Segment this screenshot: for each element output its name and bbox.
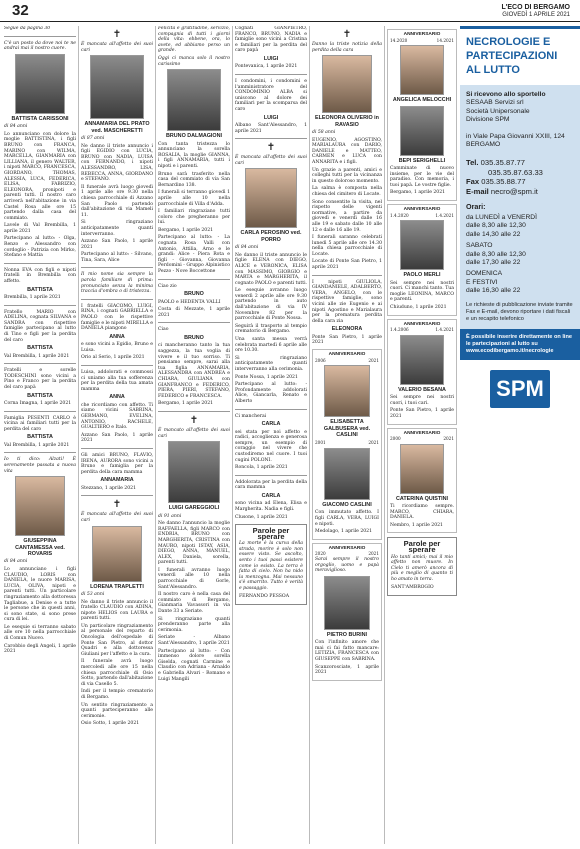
ad-line: Divisione SPM bbox=[466, 116, 510, 124]
place-date: Pontevanica, 1 aprile 2021 bbox=[235, 64, 298, 70]
year-end: 1.4.2021 bbox=[435, 212, 454, 218]
obituary-text: Il nostro caro è nella casa del commiato di Bergamo, Gianmaria Vavassori in via Dante 33 a Seriate. bbox=[158, 592, 230, 615]
year-end: 2021 bbox=[368, 357, 379, 363]
column-2 bbox=[81, 26, 153, 844]
age: di 84 anni bbox=[4, 559, 28, 565]
spm-logo: SPM bbox=[490, 370, 550, 408]
quote: C'è un posto da dove noi te ne andrai mai il nostro cuore. bbox=[4, 40, 76, 52]
ad-address: in Viale Papa Giovanni XXIII, 124 bbox=[466, 133, 565, 141]
column-6 bbox=[387, 26, 457, 844]
year-end: 2021 bbox=[368, 440, 379, 446]
name-mention: BATTISTA bbox=[27, 286, 53, 293]
portrait-photo bbox=[92, 526, 142, 582]
obituary-text: Si ringraziano anticipatamente quanti interverranno. bbox=[81, 220, 153, 237]
year-end: 2021 bbox=[443, 436, 454, 442]
obituary-text: Le esequie avranno luogo venerdì 2 aprile alle ore 9.30 partendo in auto dall'abitazione di via IV Novembre 82 per la parrocchiale di Ponte Nossa. bbox=[235, 288, 307, 322]
deceased-name: PAOLO MERLI bbox=[403, 272, 441, 279]
anniversary-title: ANNIVERSARIO bbox=[403, 32, 441, 37]
year-start: 2000 bbox=[390, 436, 401, 442]
condolence-text: Fratello MARIO con ADELINA, cognata SILVANA e SANDRA con rispettive famiglie partecipano al lutto di Tino e figli per la perdita del caro bbox=[4, 309, 76, 343]
year-start: 1.4.2020 bbox=[390, 212, 409, 218]
portrait-photo bbox=[400, 220, 444, 270]
hours-line: dalle 14,30 alle 22 bbox=[466, 230, 521, 238]
place-date: Azzano San Paolo, 1 aprile 2021 bbox=[81, 239, 153, 250]
portrait-photo bbox=[400, 45, 444, 95]
deceased-name: ANGELICA MELOCCHI bbox=[392, 97, 452, 104]
place-date: Lavele di Val Brembilla, 1 aprile 2021 bbox=[4, 223, 76, 234]
obituary-text: Ne danno il triste annuncio il fratello CLAUDIO con ADINA, nipote HELIOS con LAURA e parenti tutti. bbox=[81, 599, 153, 622]
obituary-text: Lo annunciano i figli CLAUDIO, LORIS con DANIELA, le nuore MARISA, LUCIA, OLIVA, nipoti e parenti tutti. Un particolare ringraziamento alla dottoressa Tagliabue, a Denise e a tutte le persone che in questi anni, si sono state, si sono prese cura di lei. bbox=[4, 566, 76, 623]
column-1 bbox=[4, 26, 76, 844]
name-mention: CARLA bbox=[261, 421, 281, 428]
condolence-text: ci mancheranno tanto la tua saggezza, la tua voglia di vivere e il tuo sorriso. Ti pensiamo sempre, sarai alla tua figlia ANNAMARIA, ALESSANDRA con ANDREA e CHIARA, GIULIANA con GIANFRANCO e FEDERICO, PIERA, PIERI, STEFANO, FEDERICO e FRANCESCA. bbox=[158, 343, 230, 399]
obituary-text: Si ringraziano anticipatamente quanti interverranno alla cerimonia. bbox=[235, 355, 307, 372]
place-date: Chiuduno, 1 aprile 2021 bbox=[390, 304, 447, 310]
condolence-text: I nipoti GIULIOLA, GIANDANIELE, ADALBERTO, VERA, ANGELO, con le rispettive famiglie, sono vicini alle zie Eugenio e ai nipoti Agostino e Marialaura per la prematura perdita della cara zia bbox=[312, 279, 382, 324]
portrait-photo bbox=[245, 168, 297, 228]
words-of-hope-text: Ho tanti amici; mai il mio affetto non muore. In Cielo ti amerò ancora di più e meglio di quanto ti ho amato in terra. bbox=[391, 554, 453, 583]
condolence-text: I fratelli GIACOMO, LUIGI, RINA, i cognati GABRIELLA e PAOLO con le rispettive famiglie e le nipoti MIRELLA e DANIELA piangono bbox=[81, 303, 153, 332]
newspaper-name: L'ECO DI BERGAMO bbox=[501, 4, 570, 11]
obituary-text: EUGENIO, AGOSTINO, MARIALAURA con DARIO, DANIELE e MATTEO, CARMEN e LUCA con ANNARITA e i figli. bbox=[312, 137, 382, 165]
cross-icon: ✝ bbox=[112, 29, 122, 40]
hours-line: DOMENICA bbox=[466, 270, 503, 278]
place-date: Carobbio degli Angeli, 1 aprile 2021 bbox=[4, 643, 76, 655]
hours-line: dalle 17,30 alle 22 bbox=[466, 259, 521, 267]
condolence-text: PAOLO e HEDENTA VALLI bbox=[158, 299, 221, 305]
intro: È mancata all'affetto dei suoi cari bbox=[235, 155, 307, 166]
deceased-name: PIETRO BURINI bbox=[326, 631, 368, 638]
condolences: Partecipano al lutto: - Con immenso dolore sorella Giselda, cognati Carmine e Claudio con Adriana - Arnaldo e Gabriella Alvari - Romano e Luigi Mangili bbox=[158, 648, 230, 682]
place-date: Locate di Ponte San Pietro, 1 aprile 2021 bbox=[312, 259, 382, 271]
place-date: Albano Sant'Alessandro, 1 aprile 2021 bbox=[235, 122, 307, 134]
obituary-text: Seguirà il trasporto al tempio crematorio di Bergamo. bbox=[235, 323, 307, 335]
words-of-hope-author: FERNANDO PESSOA bbox=[239, 593, 290, 599]
online-link-banner[interactable]: È possibile inserire direttamente on line le partecipazioni al lutto su www.ecodibergamo.it/necrologie bbox=[460, 329, 580, 360]
obituary-text: Un particolare ringraziamento al personale del reparto di Oncologia dell'ospedale di Ponte San Pietro, al dottor Quadri e alla dottoressa Giuliani per l'affetto e la cura. bbox=[81, 623, 153, 657]
name-mention: BATTISTA bbox=[27, 345, 53, 352]
portrait-photo bbox=[167, 69, 221, 131]
age: di 58 anni bbox=[312, 130, 336, 135]
place-date: Bergamo, 1 aprile 2021 bbox=[158, 401, 214, 407]
page-header bbox=[0, 0, 580, 22]
words-of-hope-box bbox=[387, 537, 457, 596]
name-mention: BRUNO bbox=[184, 291, 204, 298]
place-date: Stezzano, 1 aprile 2021 bbox=[81, 485, 137, 491]
place-date: Seriate - Albano Sant'Alessandro, 1 aprile 2021 bbox=[158, 635, 230, 646]
year-start: 2001 bbox=[315, 440, 326, 446]
portrait-photo bbox=[324, 448, 370, 500]
place-date: Ponte San Pietro, 1 aprile 2021 bbox=[312, 334, 382, 346]
hours-line: E FESTIVI bbox=[466, 278, 498, 286]
condolence-text: Ciao bbox=[158, 327, 169, 333]
place-date: Azzano San Paolo, 1 aprile 2021 bbox=[81, 432, 153, 444]
portrait-photo bbox=[15, 54, 65, 114]
hours-line: dalle 8,30 alle 12,30 bbox=[466, 250, 526, 258]
age: di 91 anni bbox=[158, 513, 182, 519]
year-start: 1.4.2006 bbox=[390, 327, 409, 333]
obituary-text: Con tanta tristezza lo annunciano la sorella ROSALIA, la moglie GIANNA, i figli ANNAMARIA, tutti i nipoti e i parenti. bbox=[158, 141, 230, 169]
obituary-text: I funerali si terranno giovedì 1 aprile alle 10 nella parrocchiale di Villa d'Adda. bbox=[158, 190, 230, 207]
obituary-text: La salma è composta nella chiesa del cimitero di Locate. bbox=[312, 186, 382, 197]
issue-date: GIOVEDÌ 1 APRILE 2021 bbox=[502, 12, 570, 18]
anniversary-box bbox=[387, 204, 457, 316]
obituary-text: Il funerale avrà luogo giovedì 1 aprile alle ore 9.30 nella chiesa parrocchiale di Azzano San Paolo partendo dall'abitazione di via Mameli 11. bbox=[81, 184, 153, 218]
ad-info-box bbox=[460, 85, 580, 329]
words-of-hope-title: Parole per sperare bbox=[252, 526, 290, 541]
deceased-name: ELISABETTA GALBUSERA ved. CASLINI bbox=[323, 419, 371, 438]
condolence-text: sono vicina ad Elena, Elisa e Margherita. Nadia e figli. bbox=[235, 501, 307, 512]
anniversary-text: Sarai sempre il nostro orgoglio, uomo e papà meraviglioso. bbox=[315, 556, 379, 574]
obituary-text: Si ringraziano quanti prenderanno parte alla cerimonia. bbox=[158, 616, 230, 633]
anniversary-text: Camminate di nuovo insieme, per le vie del paradiso. Con memoria, i tuoi papà. Le vostre figlie. bbox=[390, 166, 454, 188]
cross-icon: ✝ bbox=[189, 414, 199, 426]
phone-number[interactable]: 035.35.87.77 bbox=[480, 158, 525, 168]
name-mention: LUIGI bbox=[263, 114, 279, 121]
email-link[interactable]: necro@spm.it bbox=[490, 187, 538, 197]
condolence-text: e sono vicini a Egidio, Bruno e Luisa. bbox=[81, 342, 153, 353]
place-date: Val Brembilla, 1 aprile 2021 bbox=[4, 442, 70, 448]
place-date: Val Brembilla, 1 aprile 2021 bbox=[4, 353, 70, 359]
deceased-name: BATTISTA CARISSONI bbox=[11, 115, 69, 122]
obituary-text: Il funerale avrà luogo mercoledì alle ore 15 nella chiesa parrocchiale di Osio Sotto, partendo dall'abitazione di via Casello 5. bbox=[81, 659, 153, 687]
fax-label: Fax bbox=[466, 177, 480, 187]
ad-line: Società Unipersonale bbox=[466, 107, 530, 115]
condolence-text: Ciao zio bbox=[158, 283, 177, 289]
deceased-name: ANNAMARIA DEL PRATO ved. MASCHERETTI bbox=[84, 121, 150, 134]
anniversary-box bbox=[387, 29, 457, 201]
cross-icon: ✝ bbox=[112, 499, 122, 511]
place-date: Bergamo, 1 aprile 2021 bbox=[390, 190, 446, 196]
portrait-photo bbox=[15, 476, 65, 536]
condolences: Partecipano al lutto: - Olga, Renzo e Alessandro con cordoglio - Patrizia con Mirko, Stefano e Mattia bbox=[4, 236, 76, 259]
ad-city: BERGAMO bbox=[466, 141, 501, 149]
anniversary-box bbox=[387, 428, 457, 534]
anniversary-title: ANNIVERSARIO bbox=[328, 352, 366, 357]
year-start: 14.2020 bbox=[390, 37, 408, 43]
obituary-text: I funerali avranno luogo venerdì alle 10 nella parrocchiale di Gorle, Sant'Alessandro. bbox=[158, 567, 230, 590]
anniversary-box bbox=[387, 319, 457, 425]
anniversary-title: ANNIVERSARIO bbox=[403, 206, 441, 212]
quote: Il mio nome sia sempre la parola familiare di prima: pronunciato senza la minima traccia d'ombra o di tristezza. bbox=[81, 272, 153, 295]
obituary-text: Un grazie a parenti, amici e colleghi tutti per la vicinanza in questo doloroso momento. bbox=[312, 167, 382, 184]
portrait-photo bbox=[168, 441, 220, 503]
place-date: Nembro, 1 aprile 2021 bbox=[390, 522, 443, 528]
name-mention: ANNA bbox=[109, 394, 125, 401]
ad-note: Le richieste di pubblicazione inviate tramite Fax e E-mail, devono riportare i dati fiscali e un recapito telefonico bbox=[466, 301, 573, 322]
ad-title: NECROLOGIE E PARTECIPAZIONI AL LUTTO bbox=[460, 26, 580, 85]
place-date: Brembilla, 1 aprile 2021 bbox=[4, 295, 61, 301]
name-mention: LUIGI bbox=[263, 55, 279, 62]
year-end: 14.2021 bbox=[436, 37, 454, 43]
age: di 84 anni bbox=[4, 124, 28, 130]
age: di 53 anni bbox=[81, 591, 105, 597]
year-end: 2021 bbox=[368, 551, 379, 557]
obituary-text: Indi per il tempio crematorio di Bergamo. bbox=[81, 689, 153, 700]
anniversary-text: Sei sempre nei nostri cuori, i tuoi cari. bbox=[390, 395, 454, 406]
portrait-photo bbox=[324, 576, 370, 630]
cross-icon: ✝ bbox=[342, 29, 352, 40]
place-date: Costa di Mezzate, 1 aprile 2021 bbox=[158, 307, 230, 318]
name-mention: ANNAMARIA bbox=[100, 477, 134, 484]
intro: Danno la triste notizia della perdita della cara bbox=[312, 42, 382, 53]
ad-line: SESAAB Servizi srl bbox=[466, 99, 524, 107]
intro: È mancata all'affetto dei suoi cari bbox=[81, 512, 153, 523]
condolence-text: Nonna EVA con figli e nipoti fratelli in Brembilla con affetto. bbox=[4, 267, 76, 285]
deceased-name: GIACOMO CASLINI bbox=[322, 502, 372, 508]
name-mention: ANNA bbox=[109, 333, 125, 340]
deceased-name: BEPI SERIGHELLI bbox=[398, 157, 446, 164]
ad-line: Si ricevono allo sportello bbox=[466, 91, 546, 98]
cross-icon: ✝ bbox=[266, 142, 276, 154]
hours-line: dalle 8,30 alle 12,30 bbox=[466, 222, 526, 230]
email-label: E-mail bbox=[466, 187, 489, 197]
deceased-name: BRUNO DALMAGIONI bbox=[166, 133, 222, 140]
condolence-text: Fratelli e sorelle TODESCHINI sono vicini a Pino e Franco per la perdita del caro papà bbox=[4, 368, 76, 390]
year-start: 2020 bbox=[315, 551, 326, 557]
place-date: Roncola, 1 aprile 2021 bbox=[235, 465, 288, 471]
anniversary-text: Con l'infinito amore che mai ci fai fatto mancare: LETIZIA, FRANCESCA con GIUSEPPE con SABRINA. bbox=[315, 640, 379, 662]
anniversary-title: ANNIVERSARIO bbox=[403, 321, 441, 327]
condolence-text: I condomini, i condomini e l'amministratore del CONDOMINIO ALBA si uniscono al dolore dei familiari per la scomparsa del caro bbox=[235, 78, 307, 112]
page-number: 32 bbox=[12, 2, 29, 19]
deceased-name: GIUSEPPINA CANTAMESSA ved. ROVARIS bbox=[15, 538, 65, 557]
necrology-advertisement bbox=[460, 26, 580, 844]
place-date: Scanzorosciate, 1 aprile 2021 bbox=[315, 664, 379, 676]
place-date: Orio al Serio, 1 aprile 2021 bbox=[81, 355, 145, 361]
deceased-name: ELEONORA OLIVERIO in RAVASIO bbox=[315, 115, 379, 128]
words-of-hope-box bbox=[235, 524, 307, 605]
column-5 bbox=[312, 26, 382, 844]
year-start: 2006 bbox=[315, 357, 326, 363]
place-date: Clusone, 1 aprile 2021 bbox=[235, 514, 288, 520]
place-date: Osio Sotto, 1 aprile 2021 bbox=[81, 721, 140, 727]
anniversary-box bbox=[312, 349, 382, 540]
obituary-text: Una santa messa verrà celebrata martedì 6 aprile alle ore 10.30. bbox=[235, 337, 307, 354]
deceased-name: VALERIO BESANA bbox=[398, 386, 446, 393]
condolence-text: Gli amici BRUNO, FLAVIO, IRENA, AURORA sono vicini a Bruno e famiglia per la perdita della cara mamma bbox=[81, 452, 153, 475]
obituary-text: Le esequie si terranno sabato alle ore 10 nella parrocchiale di Comun Nuovo. bbox=[4, 624, 76, 642]
words-of-hope-text: La morte è la curva della strada, morire è solo non essere visto. Se ascolto, sento i tuoi passi esistere come io esisto. La terra è fatta di cielo. Non ha nido la menzogna. Mai nessuno s'è smarrito. Tutto è verità e passaggio. bbox=[239, 541, 303, 592]
obituary-text: I funerali saranno celebrati lunedì 5 aprile alle ore 14.30 nella chiesa parrocchiale di Locate. bbox=[312, 235, 382, 257]
anniversary-box bbox=[312, 543, 382, 681]
condolences: Partecipano al lutto: - La cognata Rosa Valli con Antonio, Attilia, Arno e le grandi: Alice - Piera Rota e figli - Giovanna, Giovanna Perdomini - Gruppo Alpinistico Pezzo - Nove Boccettone bbox=[158, 235, 230, 275]
condolence-text: Luisa, addolorati e commossi ci uniamo alla tua sofferenza per la perdita della tua amata mamma bbox=[81, 370, 153, 392]
place-date: Medolago, 1 aprile 2021 bbox=[315, 529, 373, 535]
condolence-text: Ci mancherai bbox=[235, 413, 267, 419]
anniversary-text: Con immutato affetto. I figli CARLA, VERA, LUIGI e nipoti. bbox=[315, 510, 379, 527]
condolence-text: Famiglia PESENTI CARLO è vicina ai familiari tutti per la perdita del caro bbox=[4, 415, 76, 432]
condolences: Partecipano al lutto: - Silvano, Tina, Sara, Alice bbox=[81, 252, 153, 263]
obituary-text: Ne danno l'annuncio la moglie RAFFAELLA, figli MARCO con ENDRIA, BRUNO con MARGHERITA, CRISTINA con MAURO, nipoti ISTAY, ASIA, DIEGO, ANNA, MANUEL, ALEX, Daniela, sorella, parenti tutti. bbox=[158, 521, 230, 566]
obituary-text: I familiari ringraziano tutti coloro che pregheranno per lui. bbox=[158, 209, 230, 226]
obituary-text: Bruno sarà trasferito nella casa del commiato di via San Bernardino 138. bbox=[158, 171, 230, 188]
fax-number[interactable]: 035.35.88.77 bbox=[481, 177, 526, 187]
deceased-name: CARLA PEROSINO ved. PORRO bbox=[240, 230, 302, 243]
year-end: 1.4.2021 bbox=[435, 327, 454, 333]
hours-line: dalle 16,30 alle 22 bbox=[466, 287, 521, 295]
words-of-hope-author: SANT'AMBROGIO bbox=[391, 584, 434, 590]
place-date: Bergamo, 1 aprile 2021 bbox=[158, 227, 214, 233]
quote: Felicità è gratitudine, servizio, compagnia di tutti i giorni della vita: ebbene, ora, lo avete, ed abbiamo perso un grande. bbox=[158, 26, 230, 54]
anniversary-text: Sei sempre nei nostri cuori. Ci manchi tanto. Tua moglie LEONINA, MARCO e parenti. bbox=[390, 280, 454, 303]
anniversary-title: ANNIVERSARIO bbox=[328, 545, 366, 551]
age: di 87 anni bbox=[81, 136, 105, 141]
anniversary-text: Ti ricordiamo sempre. MARCO, CHIARA, DANIELA. bbox=[390, 504, 454, 521]
obituary-text: Sono consentite la visita, nel rispetto delle vigenti normative, a partire da giovedì e venerdì dalle 16 alle 19 e sabato dalle 10 alle 12 e dalle 16 alle 19. bbox=[312, 199, 382, 233]
name-mention: ELEONORA bbox=[331, 326, 363, 333]
anniversary-title: ANNIVERSARIO bbox=[403, 430, 441, 436]
deceased-name: CATERINA QUISTINI bbox=[395, 495, 449, 502]
portrait-photo bbox=[90, 55, 144, 119]
intro: È mancata all'affetto dei suoi cari bbox=[81, 42, 153, 53]
condolence-text: Cognati GIANPIETRO, FRANCO, BRUNO, NADIA e famiglie sono vicini a Cristina e familiari per la perdita del caro papà bbox=[235, 26, 307, 54]
obituary-text: Ne danno il triste annuncio i figli EGIDIO con LUCIA, BRUNO con NADIA, LUISA con FERNANDO, i nipoti ALESSANDRO, LISA, REBECCA, ANNA, GIORDANO e STEFANO. bbox=[81, 143, 153, 183]
condolences: Partecipano al lutto: - Profondamente addolorati Alice, Giancarla, Renato e Alberto bbox=[235, 382, 307, 404]
portrait-photo bbox=[400, 444, 444, 494]
continued-note: Segue da pagina 30 bbox=[4, 26, 51, 31]
hours-line: da LUNEDÌ a VENERDÌ bbox=[466, 214, 537, 222]
name-mention: BATTISTA bbox=[27, 434, 53, 441]
age: di 84 anni bbox=[235, 245, 259, 251]
portrait-photo bbox=[322, 55, 372, 113]
place-date: Ponte Nossa, 1 aprile 2021 bbox=[235, 374, 298, 380]
tel-label: Tel. bbox=[466, 158, 479, 168]
name-mention: BATTISTA bbox=[27, 392, 53, 399]
place-date: Corna Imagna, 1 aprile 2021 bbox=[4, 400, 72, 406]
portrait-photo bbox=[400, 106, 444, 156]
column-4 bbox=[235, 26, 307, 844]
intro: È mancato all'affetto dei suoi cari bbox=[158, 427, 230, 439]
deceased-name: LORENA TRAPLETTI bbox=[90, 583, 144, 590]
column-3 bbox=[158, 26, 230, 844]
words-of-hope-title: Parole per sperare bbox=[403, 539, 441, 555]
hours-title: Orari: bbox=[466, 201, 486, 211]
masthead bbox=[501, 4, 570, 19]
condolence-text: Addolorata per la perdita della cara mamma bbox=[235, 479, 307, 491]
condolence-text: sei stata per noi affetto e radici, accoglienza e generosa sempre, un esempio di coraggio nel vivere che custodiremo nel cuore. I tuoi cugini POLONI. bbox=[235, 429, 307, 463]
quote: Io ti dico: Alzati! È serenamente passata a nuova vita bbox=[4, 457, 76, 474]
quote: Oggi ci manca solo il nostro carissimo bbox=[158, 55, 230, 67]
obituary-text: Un sentito ringraziamento a quanti parteciperanno alle cerimonie. bbox=[81, 702, 153, 719]
name-mention: CARLA bbox=[261, 492, 281, 499]
phone-number[interactable]: 035.35.87.63.33 bbox=[488, 167, 543, 177]
condolence-text: che ricordiamo con affetto. Ti siamo vicini SABRINA, GERMANO, EVELINA, ANTONIO, RACHELE, GUALTIERO e Italo. bbox=[81, 402, 153, 431]
hours-line: SABATO bbox=[466, 242, 493, 250]
place-date: Ponte San Pietro, 1 aprile 2021 bbox=[390, 408, 454, 419]
portrait-photo bbox=[324, 365, 370, 417]
name-mention: BRUNO bbox=[184, 335, 204, 341]
portrait-photo bbox=[400, 335, 444, 385]
obituary-text: Ne danno il triste annuncio le figlie ELENA con DIEGO, ALICE e VERONICA, ELISA con MASSIMO, GIORGIO e MARTA e MARGHERITA, il cognato PAOLO e parenti tutti. bbox=[235, 252, 307, 286]
obituary-text: Lo annunciano con dolore la moglie BATTISTINA, i figli BRUNO con FRANCA, MARINO con WILMA, MARCELLA, GIANMARIA con LILLIANA, il genero WALTER, i nipoti MARCO, FRANCESCA, GIORDANO, THOMAS, ALESSIA, LUCA, FEDERICA, ELISA, FABRIZIO, ELEONORA, pronipoti e parenti tutti. Il nostro caro arriverà nell'abitazione in via Castel Rosa alle ore 15 partendo dalla casa del commiato. bbox=[4, 131, 76, 221]
deceased-name: LUIGI GAREGGIOLI bbox=[168, 505, 220, 512]
